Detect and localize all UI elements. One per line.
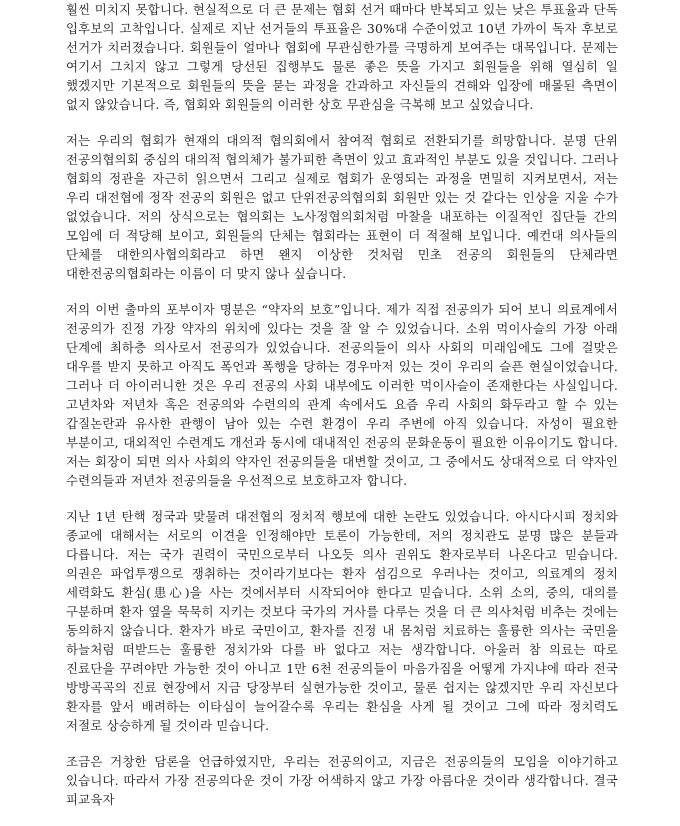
paragraph-participatory-association: 저는 우리의 협회가 현재의 대의적 협의회에서 참여적 협회로 전환되기를 희망합니다. 분명 단위 전공의협의회 중심의 대의적 협의체가 불가피한 측면이 있고 효과적인 부분도 있을 것입니다. 그러나 협회의 정관을 자근히 읽으면서 그리고 실제로 협회가 운영되는 과정을 면밀히 지켜보면서, 저는 우리 대전협에 정작 전공의 회원은 없고 단위전공의협의회 회원만 있는 것 같다는 인상을 지울 수가 없었습니다. 저의 상식으로는 협의회는 노사정협의회처럼 마찰을 내포하는 이질적인 집단들 간의 모임에 더 적당해 보이고, 회원들의 단체는 협회라는 표현이 더 적절해 보입니다. 예컨대 의사들의 단체를 대한의사협의회라고 하면 왠지 이상한 것처럼 민초 전공의 회원들의 단체라면 대한전공의협회라는 이름이 더 맞지 않나 싶습니다. bbox=[66, 133, 618, 281]
paragraph-protect-the-weak: 저의 이번 출마의 포부이자 명분은 “약자의 보호”입니다. 제가 직접 전공의가 되어 보니 의료계에서 전공의가 진정 가장 약자의 위치에 있다는 것을 잘 알 수 있었습니다. 소위 먹이사슬의 가장 아래 단계에 최하층 의사로서 전공의가 있었습니다. 전공의들이 의사 사회의 미래임에도 그에 걸맞은 대우를 받지 못하고 아직도 폭언과 폭행을 당하는 경우마저 있는 것이 우리의 슬픈 현실이었습니다. 그러나 더 아이러니한 것은 우리 전공의 사회 내부에도 이러한 먹이사슬이 존재한다는 사실입니다. 고년차와 저년차 혹은 전공의와 수련의의 관계 속에서도 요즘 우리 사회의 화두라고 할 수 있는 갑질논란과 유사한 관행이 남아 있는 수련 환경이 우리 주변에 아직 있습니다. 자성이 필요한 부분이고, 대외적인 수련계도 개선과 동시에 대내적인 전공의 문화운동이 필요한 이유이기도 합니다. 저는 회장이 되면 의사 사회의 약자인 전공의들을 대변할 것이고, 그 중에서도 상대적으로 더 약자인 수련의들과 저년차 전공의들을 우선적으로 보호하고자 합니다. bbox=[66, 302, 618, 488]
paragraph-voter-apathy: 훨씬 미치지 못합니다. 현실적으로 더 큰 문제는 협회 선거 때마다 반복되고 있는 낮은 투표율과 단독 입후보의 고착입니다. 실제로 지난 선거들의 투표율은 30%대 수준이었고 10년 가까이 독자 후보로 선거가 치러졌습니다. 회원들이 얼마나 협회에 무관심한가를 극명하게 보여주는 대목입니다. 문제는 여기서 그치지 않고 그렇게 당선된 집행부도 물론 좋은 뜻을 가지고 회원들을 위해 열심히 일 했겠지만 기본적으로 회원들의 뜻을 묻는 과정을 간과하고 자신들의 견해와 입장에 매몰된 측면이 없지 않았습니다. 즉, 협회와 회원들의 이러한 상호 무관심을 극복해 보고 싶었습니다. bbox=[66, 2, 618, 112]
paragraph-political-stance: 지난 1년 탄핵 정국과 맞물려 대전협의 정치적 행보에 대한 논란도 있었습니다. 아시다시피 정치와 종교에 대해서는 서로의 이견을 인정해야만 토론이 가능한데, 저의 정치관도 분명 많은 분들과 다릅니다. 저는 국가 권력이 국민으로부터 나오듯 의사 권위도 환자로부터 나온다고 믿습니다. 의권은 파업투쟁으로 쟁취하는 것이라기보다는 환자 섬김으로 우러나는 것이고, 의료계의 정치 세력화도 환심(患心)을 사는 것에서부터 시작되어야 한다고 믿습니다. 소위 소의, 중의, 대의를 구분하며 환자 옆을 묵묵히 지키는 것보다 국가의 거사를 다루는 것을 더 큰 의사처럼 비추는 것에는 동의하지 않습니다. 환자가 바로 국민이고, 환자를 진정 내 몸처럼 치료하는 훌륭한 의사는 국민을 하늘처럼 떠받드는 훌륭한 정치가와 다를 바 없다고 저는 생각합니다. 아울러 참 의료는 따로 진료단을 꾸려야만 가능한 것이 아니고 1만 6천 전공의들이 마음가짐을 어떻게 가지냐에 따라 전국 방방곡곡의 진료 현장에서 지금 당장부터 실현가능한 것이고, 물론 쉽지는 않겠지만 우리 자신보다 환자를 앞서 배려하는 이타심이 늘어갈수록 우리는 환심을 사게 될 것이고 그에 따라 정치력도 저절로 상승하게 될 것이라 믿습니다. bbox=[66, 509, 618, 733]
document-body bbox=[66, 0, 618, 826]
paragraph-resident-identity: 조금은 거창한 담론을 언급하였지만, 우리는 전공의이고, 지금은 전공의들의 모임을 이야기하고 있습니다. 따라서 가장 전공의다운 것이 가장 어색하지 않고 가장 아름다운 것이라 생각합니다. 결국 피교육자 bbox=[66, 754, 618, 807]
